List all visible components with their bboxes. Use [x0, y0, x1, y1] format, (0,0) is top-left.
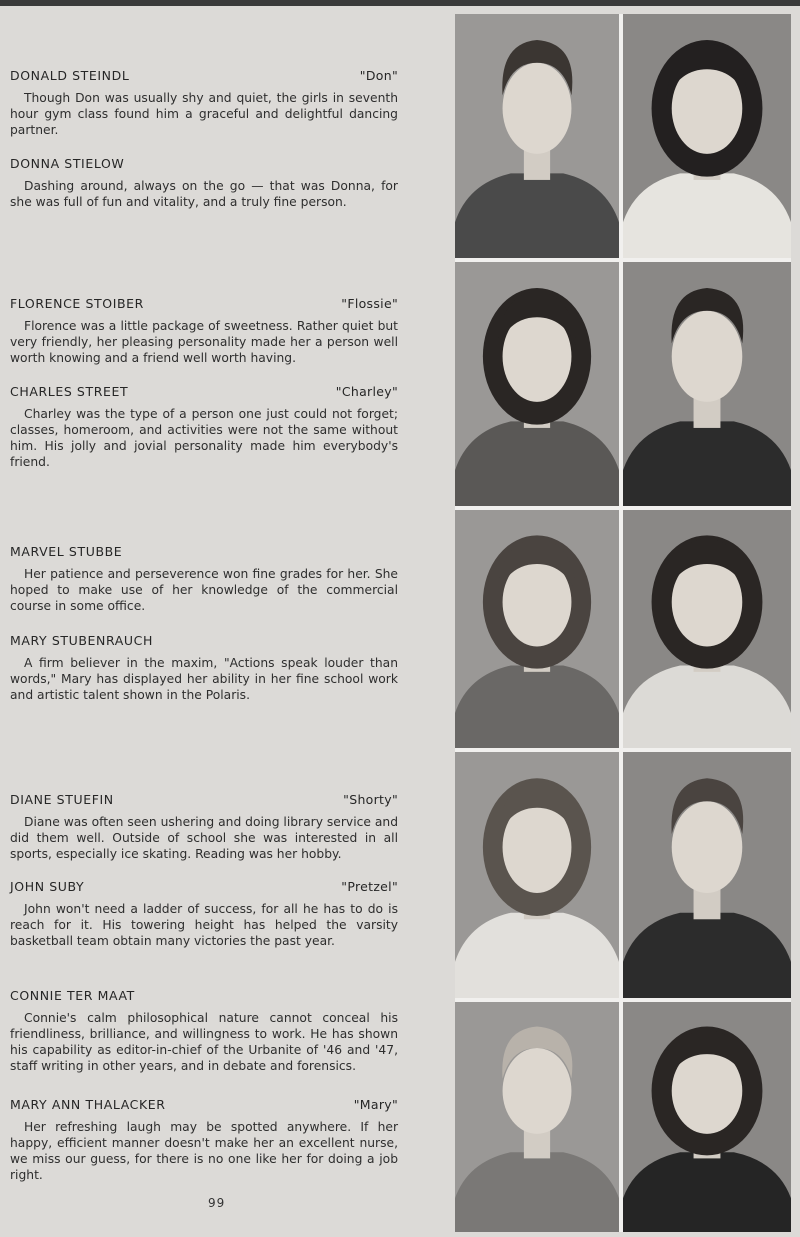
entry-name: DONALD STEINDL — [10, 68, 130, 83]
entry-nickname: "Mary" — [353, 1097, 398, 1112]
entry-john-suby — [10, 879, 398, 949]
entry-header — [10, 988, 398, 1003]
portrait-photo — [455, 1002, 619, 1232]
portrait-photo — [623, 510, 791, 748]
portrait-silhouette — [623, 1002, 791, 1232]
entry-name: JOHN SUBY — [10, 879, 85, 894]
portrait-photo — [455, 752, 619, 998]
entry-name: DONNA STIELOW — [10, 156, 125, 171]
portrait-face — [503, 1048, 572, 1134]
entry-name: MARVEL STUBBE — [10, 544, 123, 559]
entry-mary-ann-thalacker — [10, 1097, 398, 1183]
portrait-photo — [455, 14, 619, 258]
entry-header — [10, 1097, 398, 1112]
entry-header — [10, 633, 398, 648]
portrait-photo — [623, 14, 791, 258]
entry-header — [10, 296, 398, 311]
entry-description: Though Don was usually shy and quiet, the girls in seventh hour gym class found him a graceful and delightful dancing partner. — [10, 91, 398, 137]
entry-florence-stoiber — [10, 296, 398, 366]
entry-header — [10, 156, 398, 171]
portrait-silhouette — [455, 752, 619, 998]
portrait-silhouette — [455, 1002, 619, 1232]
portrait-photo — [623, 1002, 791, 1232]
entry-nickname: "Charley" — [335, 384, 398, 399]
entry-header — [10, 544, 398, 559]
entry-nickname: "Shorty" — [343, 792, 398, 807]
entry-connie-ter-maat — [10, 988, 398, 1074]
portrait-photo — [455, 510, 619, 748]
entry-header — [10, 879, 398, 894]
portrait-silhouette — [455, 262, 619, 506]
entry-description: Dashing around, always on the go — that was Donna, for she was full of fun and vitality, and a truly fine person. — [10, 179, 398, 209]
entry-nickname: "Flossie" — [341, 296, 398, 311]
entry-charles-street — [10, 384, 398, 470]
entry-description: Her patience and perseverence won fine grades for her. She hoped to make use of her knowledge of the commercial course in some office. — [10, 567, 398, 613]
entry-description: Charley was the type of a person one just could not forget; classes, homeroom, and activities were not the same without him. His jolly and jovial personality made him everybody's friend. — [10, 407, 398, 469]
entry-name: MARY ANN THALACKER — [10, 1097, 166, 1112]
portrait-silhouette — [455, 510, 619, 748]
entry-name: CONNIE TER MAAT — [10, 988, 135, 1003]
portrait-photo — [455, 262, 619, 506]
portrait-face — [672, 311, 743, 402]
portrait-grid — [455, 14, 791, 1232]
portrait-face — [503, 63, 572, 154]
portrait-face — [672, 801, 743, 893]
portrait-silhouette — [623, 14, 791, 258]
portrait-silhouette — [455, 14, 619, 258]
entry-donna-stielow — [10, 156, 398, 210]
entry-header — [10, 384, 398, 399]
portrait-silhouette — [623, 510, 791, 748]
portrait-photo — [623, 752, 791, 998]
entry-name: MARY STUBENRAUCH — [10, 633, 153, 648]
entry-diane-stuefin — [10, 792, 398, 862]
entry-marvel-stubbe — [10, 544, 398, 614]
text-column — [10, 0, 398, 1237]
entry-nickname: "Don" — [359, 68, 398, 83]
entry-mary-stubenrauch — [10, 633, 398, 703]
portrait-silhouette — [623, 752, 791, 998]
entry-donald-steindl — [10, 68, 398, 138]
entry-description: Connie's calm philosophical nature cannot conceal his friendliness, brilliance, and willingness to work. He has shown his capability as editor-in-chief of the Urbanite of '46 and '47, staff writing in other years, and in debate and forensics. — [10, 1011, 398, 1073]
entry-description: A firm believer in the maxim, "Actions speak louder than words," Mary has displayed her ability in her fine school work and artistic talent shown in the Polaris. — [10, 656, 398, 702]
entry-description: Diane was often seen ushering and doing library service and did them well. Outside of school she was interested in all sports, especially ice skating. Reading was her hobby. — [10, 815, 398, 861]
entry-header — [10, 792, 398, 807]
entry-name: CHARLES STREET — [10, 384, 129, 399]
entry-nickname: "Pretzel" — [341, 879, 398, 894]
portrait-photo — [623, 262, 791, 506]
page-number: 99 — [208, 1196, 226, 1210]
entry-description: John won't need a ladder of success, for all he has to do is reach for it. His towering height has helped the varsity basketball team obtain many victories the past year. — [10, 902, 398, 948]
entry-header — [10, 68, 398, 83]
entry-name: DIANE STUEFIN — [10, 792, 114, 807]
entry-description: Florence was a little package of sweetness. Rather quiet but very friendly, her pleasing personality made her a person well worth knowing and a friend well worth having. — [10, 319, 398, 365]
portrait-silhouette — [623, 262, 791, 506]
entry-description: Her refreshing laugh may be spotted anywhere. If her happy, efficient manner doesn't make her an excellent nurse, we miss our guess, for there is no one like her for doing a job right. — [10, 1120, 398, 1182]
entry-name: FLORENCE STOIBER — [10, 296, 144, 311]
